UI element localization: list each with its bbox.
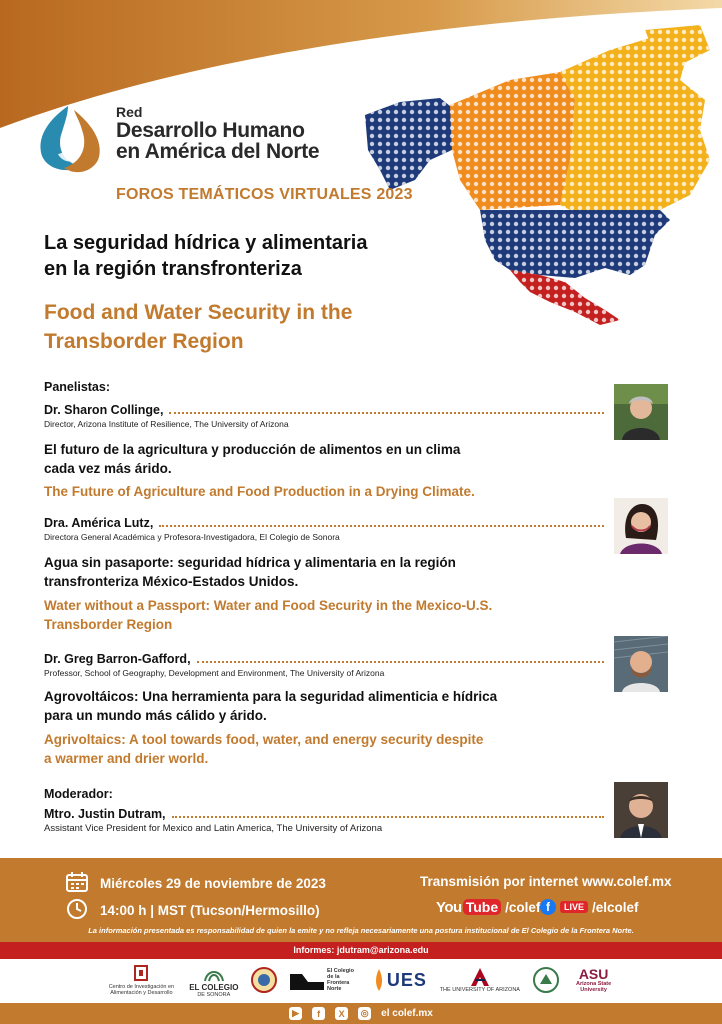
facebook-handle: /elcolef <box>592 899 639 915</box>
dotted-leader <box>159 525 604 527</box>
brand-line-desarrollo: Desarrollo Humano <box>116 119 305 142</box>
talk-1-english <box>44 482 524 501</box>
ua-text: THE UNIVERSITY OF ARIZONA <box>439 987 520 993</box>
facebook-live[interactable] <box>540 896 639 918</box>
talk-en-line: a warmer and drier world. <box>44 751 209 766</box>
speaker-2-photo <box>614 498 668 554</box>
x-icon[interactable]: X <box>335 1007 348 1020</box>
dotted-leader <box>197 661 604 663</box>
speaker-3 <box>44 652 604 678</box>
red-desarrollo-logo <box>28 104 108 176</box>
dotted-leader <box>172 816 604 818</box>
panelists-label: Panelistas: <box>44 380 111 394</box>
moderator <box>44 807 604 834</box>
ua-logo <box>440 967 520 993</box>
ciad-text: Centro de Investigación en Alimentación y Desarrollo <box>108 984 175 996</box>
speaker-name: Dra. América Lutz, <box>44 516 154 530</box>
talk-es-line: transfronteriza México-Estados Unidos. <box>44 574 299 589</box>
event-time: 14:00 h | MST (Tucson/Hermosillo) <box>100 903 320 918</box>
talk-en-line: Agrivoltaics: A tool towards food, water, and energy security despite <box>44 732 484 747</box>
youtube-channel[interactable] <box>436 896 540 918</box>
asu-logo <box>572 967 616 993</box>
social-bar <box>0 1003 722 1024</box>
colson-text: EL COLEGIO <box>189 982 239 992</box>
seal-logo <box>251 967 277 993</box>
seal-2-icon <box>533 967 559 993</box>
talk-3-english <box>44 730 524 768</box>
talk-2-spanish <box>44 553 514 591</box>
talk-es-line: Agua sin pasaporte: seguridad hídrica y alimentaria en la región <box>44 555 456 570</box>
colson-logo <box>189 963 238 998</box>
speaker-1 <box>44 403 604 429</box>
youtube-icon: Tube <box>463 899 501 915</box>
speaker-name: Dr. Greg Barron-Gafford, <box>44 652 191 666</box>
ciad-logo <box>106 964 176 996</box>
speaker-3-photo <box>614 636 668 692</box>
event-info-band <box>0 858 722 942</box>
disclaimer: La información presentada es responsabilidad de quien la emite y no refleja necesariamente una postura institucional de El Colegio de la Frontera Norte. <box>88 926 634 935</box>
speaker-name: Dr. Sharon Collinge, <box>44 403 164 417</box>
north-america-map <box>360 20 715 330</box>
youtube-you: You <box>436 898 462 916</box>
youtube-icon[interactable]: ▶ <box>289 1007 302 1020</box>
brand-block <box>116 104 319 162</box>
clock-icon <box>66 898 88 920</box>
asu-text: ASU <box>578 966 609 982</box>
title-es-line1: La seguridad hídrica y alimentaria <box>44 232 368 254</box>
speaker-role: Directora General Académica y Profesora-Investigadora, El Colegio de Sonora <box>44 532 340 542</box>
moderator-label: Moderador: <box>44 787 113 801</box>
instagram-icon[interactable]: ◎ <box>358 1007 371 1020</box>
talk-es-line: cada vez más árido. <box>44 461 172 476</box>
dotted-leader <box>169 412 604 414</box>
speaker-role: Professor, School of Geography, Development and Environment, The University of Arizona <box>44 668 385 678</box>
ues-text: UES <box>386 969 427 990</box>
title-spanish <box>44 230 464 282</box>
youtube-handle: /colef <box>505 899 541 915</box>
live-badge: LIVE <box>560 901 588 913</box>
talk-en-line: The Future of Agriculture and Food Production in a Drying Climate. <box>44 484 475 499</box>
talk-es-line: El futuro de la agricultura y producción de alimentos en un clima <box>44 442 461 457</box>
calendar-icon <box>66 872 88 892</box>
title-en-line1: Food and Water Security in the <box>44 301 353 324</box>
seal-icon <box>251 967 277 993</box>
facebook-icon[interactable]: f <box>312 1007 325 1020</box>
asu-subtext: Arizona State University <box>576 981 612 993</box>
speaker-2 <box>44 516 604 542</box>
contact-band[interactable]: Informes: jdutram@arizona.edu <box>0 942 722 959</box>
talk-2-english <box>44 596 524 634</box>
colson-subtext: DE SONORA <box>197 991 231 998</box>
talk-es-line: para un mundo más cálido y árido. <box>44 708 267 723</box>
colson-icon <box>203 963 225 983</box>
brand-line-america: en América del Norte <box>116 140 320 163</box>
speaker-role: Director, Arizona Institute of Resilience, The University of Arizona <box>44 419 289 429</box>
title-es-line2: en la región transfronteriza <box>44 258 302 280</box>
ciad-icon <box>130 964 152 984</box>
ues-flame-icon <box>374 969 384 991</box>
moderator-role: Assistant Vice President for Mexico and Latin America, The University of Arizona <box>44 823 383 834</box>
title-english <box>44 298 444 356</box>
talk-3-spanish <box>44 687 514 725</box>
moderator-name: Mtro. Justin Dutram, <box>44 807 166 821</box>
seal-2-logo <box>533 967 559 993</box>
institution-logos <box>0 960 722 1000</box>
talk-1-spanish <box>44 440 514 478</box>
title-en-line2: Transborder Region <box>44 330 244 353</box>
speaker-1-photo <box>614 384 668 440</box>
event-date: Miércoles 29 de noviembre de 2023 <box>100 876 326 891</box>
ua-a-icon <box>469 967 491 987</box>
ues-logo <box>374 969 427 991</box>
site-link[interactable]: el colef.mx <box>381 1008 433 1019</box>
colef-text: El Colegio de la Frontera Norte <box>327 968 354 992</box>
talk-es-line: Agrovoltáicos: Una herramienta para la seguridad alimenticia e hídrica <box>44 689 498 704</box>
colef-icon <box>290 970 324 990</box>
talk-en-line: Transborder Region <box>44 617 173 632</box>
brand-line-red: Red <box>116 104 143 120</box>
moderator-photo <box>614 782 668 838</box>
forum-series-label: FOROS TEMÁTICOS VIRTUALES 2023 <box>116 186 413 203</box>
talk-en-line: Water without a Passport: Water and Food Security in the Mexico-U.S. <box>44 598 493 613</box>
stream-url[interactable]: Transmisión por internet www.colef.mx <box>420 874 672 889</box>
colef-logo <box>290 968 361 992</box>
facebook-icon: f <box>540 899 556 915</box>
